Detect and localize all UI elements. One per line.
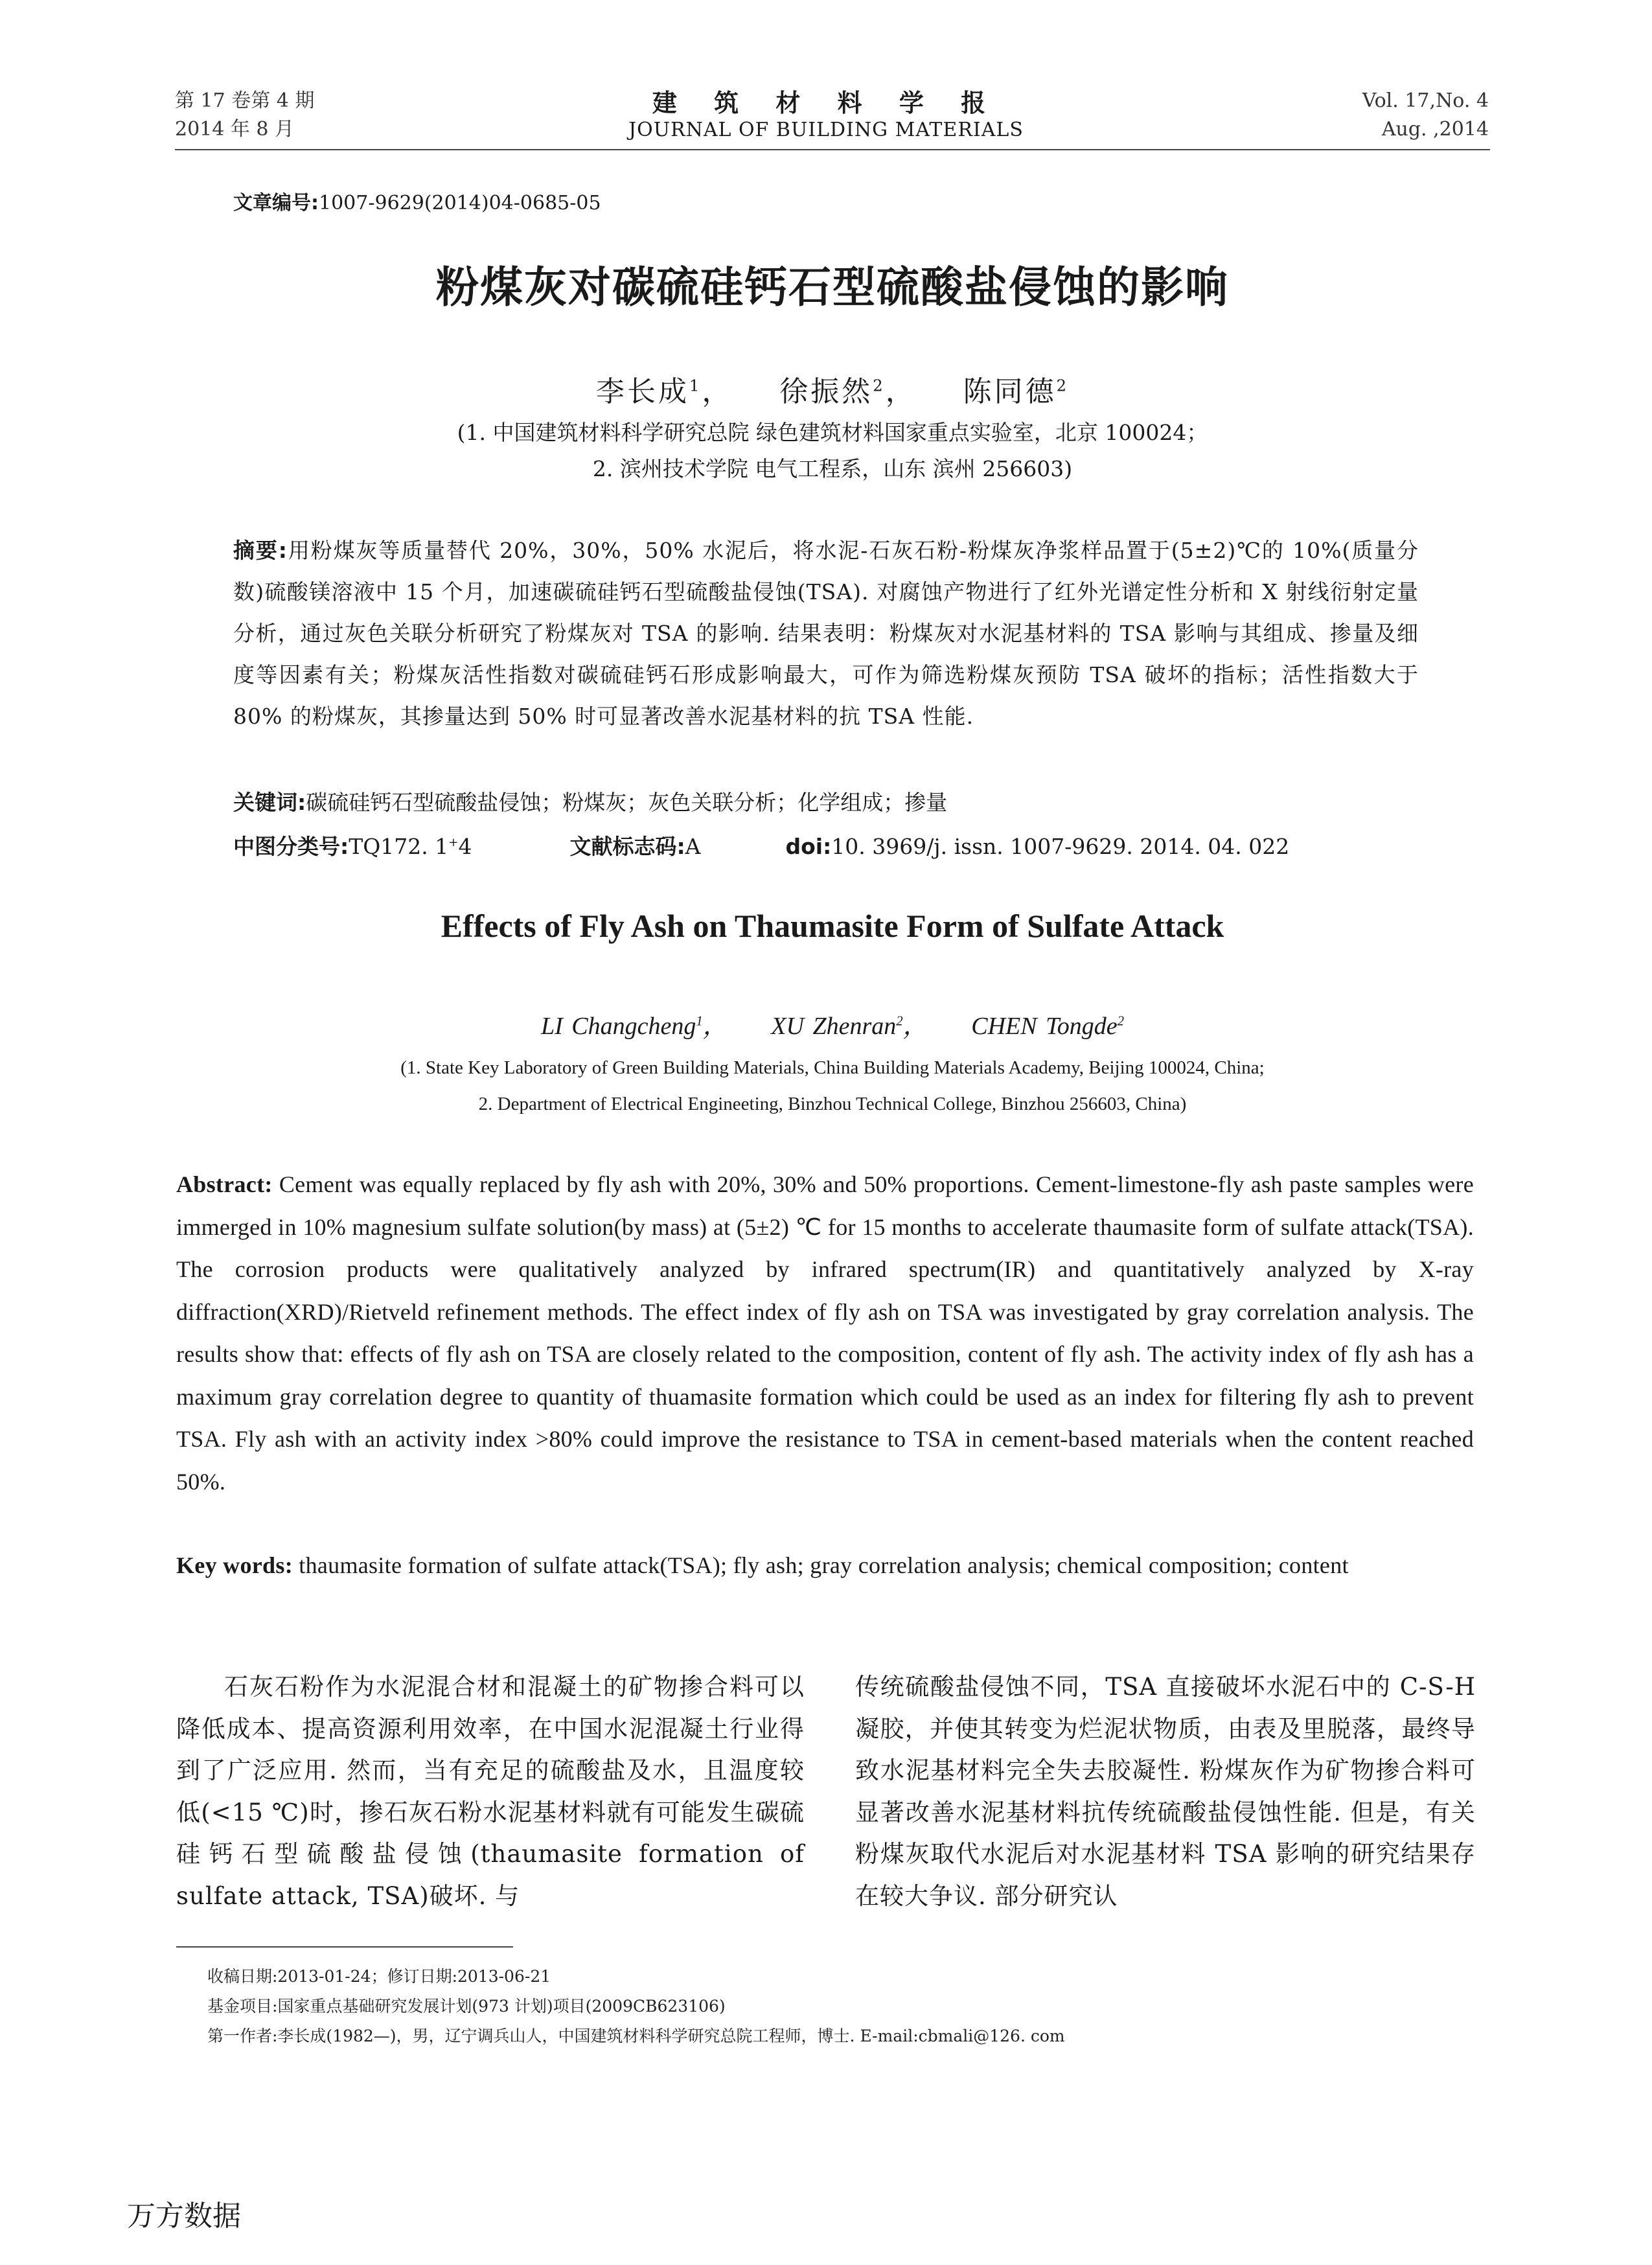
title-en: Effects of Fly Ash on Thaumasite Form of Sulfate Attack: [441, 908, 1224, 944]
affiliation-en-1: (1. State Key Laboratory of Green Building Materials, China Building Materials Academy, Beijing 100024, China;: [400, 1057, 1265, 1078]
affiliation-cn-2: 2. 滨州技术学院 电气工程系，山东 滨州 256603): [592, 456, 1073, 481]
keywords-en-label: Key words:: [176, 1552, 293, 1578]
title-cn: 粉煤灰对碳硫硅钙石型硫酸盐侵蚀的影响: [436, 262, 1229, 312]
author-en-1: LI Changcheng$^1$，: [540, 1013, 728, 1040]
abstract-cn-label: 摘要:: [233, 538, 288, 563]
author-en-2: XU Zhenran$^2$，: [771, 1013, 928, 1040]
abstract-cn: [233, 530, 1419, 737]
affiliations-en: [175, 1050, 1490, 1122]
footnote-rule: [176, 1946, 513, 1948]
author-cn-1: 李长成$^1$，: [595, 375, 733, 408]
abstract-en: [176, 1164, 1474, 1503]
footnote-dates: 收稿日期:2013-01-24；修订日期:2013-06-21: [207, 1967, 551, 1986]
authors-cn: [175, 368, 1490, 409]
classification-line: [233, 831, 1419, 863]
affiliations-cn: [175, 415, 1490, 487]
watermark: 万方数据: [127, 2200, 241, 2233]
volume-issue: 第 17 卷第 4 期: [175, 89, 315, 112]
header-right: [1362, 87, 1489, 144]
document-code: 文献标志码:A: [569, 834, 701, 859]
footnotes: [207, 1962, 1490, 2051]
affiliation-en-2: 2. Department of Electrical Engineeting, Binzhou Technical College, Binzhou 256603, China): [478, 1094, 1187, 1114]
article-number: 文章编号:1007-9629(2014)04-0685-05: [233, 192, 601, 214]
clc-code: 中图分类号:TQ172. 1+4: [233, 834, 472, 859]
issue-date-en: Aug. ,2014: [1381, 118, 1489, 141]
body-column-right: 传统硫酸盐侵蚀不同，TSA 直接破坏水泥石中的 C-S-H 凝胶，并使其转变为烂泥状物质，由表及里脱落，最终导致水泥基材料完全失去胶凝性. 粉煤灰作为矿物掺合料可显著改善水泥基材料抗传统硫酸盐侵蚀性能. 但是，有关粉煤灰取代水泥后对水泥基材料 TSA 影响的研究结果存在较大争议. 部分研究认: [855, 1673, 1476, 1910]
keywords-en-text: thaumasite formation of sulfate attack(TSA); fly ash; gray correlation analysis; chemical composition; content: [299, 1552, 1349, 1578]
header-center: [518, 83, 1134, 141]
keywords-cn-label: 关键词:: [233, 790, 306, 815]
doi: doi:10. 3969/j. issn. 1007-9629. 2014. 04. 022: [785, 834, 1290, 859]
abstract-en-label: Abstract:: [176, 1171, 273, 1197]
keywords-cn-text: 碳硫硅钙石型硫酸盐侵蚀；粉煤灰；灰色关联分析；化学组成；掺量: [306, 790, 948, 815]
affiliation-cn-1: (1. 中国建筑材料科学研究总院 绿色建筑材料国家重点实验室，北京 100024；: [457, 420, 1208, 445]
header-rule: [175, 149, 1490, 150]
footnote-funding: 基金项目:国家重点基础研究发展计划(973 计划)项目(2009CB623106): [207, 1997, 726, 2016]
author-cn-2: 徐振然$^2$，: [779, 375, 917, 408]
body-column-left: 石灰石粉作为水泥混合材和混凝土的矿物掺合料可以降低成本、提高资源利用效率，在中国水泥混凝土行业得到了广泛应用. 然而，当有充足的硫酸盐及水，且温度较低(<15 ℃)时，掺石灰石粉水泥基材料就有可能发生碳硫硅钙石型硫酸盐侵蚀(thaumasite formation of sulfate attack, TSA)破坏. 与: [176, 1673, 805, 1910]
authors-en: [175, 1006, 1490, 1041]
author-cn-3: 陈同德$^2$: [963, 375, 1070, 408]
journal-name-en: JOURNAL OF BUILDING MATERIALS: [628, 119, 1024, 141]
abstract-cn-text: 用粉煤灰等质量替代 20%，30%，50% 水泥后，将水泥-石灰石粉-粉煤灰净浆样品置于(5±2)℃的 10%(质量分数)硫酸镁溶液中 15 个月，加速碳硫硅钙石型硫酸盐侵蚀(TSA). 对腐蚀产物进行了红外光谱定性分析和 X 射线衍射定量分析，通过灰色关联分析研究了粉煤灰对 TSA 的影响. 结果表明：粉煤灰对水泥基材料的 TSA 影响与其组成、掺量及细度等因素有关；粉煤灰活性指数对碳硫硅钙石形成影响最大，可作为筛选粉煤灰预防 TSA 破坏的指标；活性指数大于 80% 的粉煤灰，其掺量达到 50% 时可显著改善水泥基材料的抗 TSA 性能.: [233, 538, 1419, 729]
header-left: [175, 87, 314, 144]
keywords-cn: [233, 787, 1419, 819]
keywords-en: [176, 1545, 1474, 1587]
journal-name-cn: 建 筑 材 料 学 报: [652, 88, 1000, 117]
author-en-3: CHEN Tongde$^2$: [971, 1013, 1125, 1040]
footnote-first-author: 第一作者:李长成(1982—)，男，辽宁调兵山人，中国建筑材料科学研究总院工程师，博士. E-mail:cbmali@126. com: [207, 2027, 1065, 2045]
volume-issue-en: Vol. 17,No. 4: [1362, 89, 1489, 112]
issue-date: 2014 年 8 月: [175, 118, 295, 141]
abstract-en-text: Cement was equally replaced by fly ash with 20%, 30% and 50% proportions. Cement-limestone-fly ash paste samples were immerged in 10% magnesium sulfate solution(by mass) at (5±2) ℃ for 15 months to accelerate thaumasite form of sulfate attack(TSA). The corrosion products were qualitatively analyzed by infrared spectrum(IR) and quantitatively analyzed by X-ray diffraction(XRD)/Rietveld refinement methods. The effect index of fly ash on TSA was investigated by gray correlation analysis. The results show that: effects of fly ash on TSA are closely related to the composition, content of fly ash. The activity index of fly ash has a maximum gray correlation degree to quantity of thuamasite formation which could be used as an index for filtering fly ash to prevent TSA. Fly ash with an activity index >80% could improve the resistance to TSA in cement-based materials when the content reached 50%.: [176, 1171, 1474, 1495]
